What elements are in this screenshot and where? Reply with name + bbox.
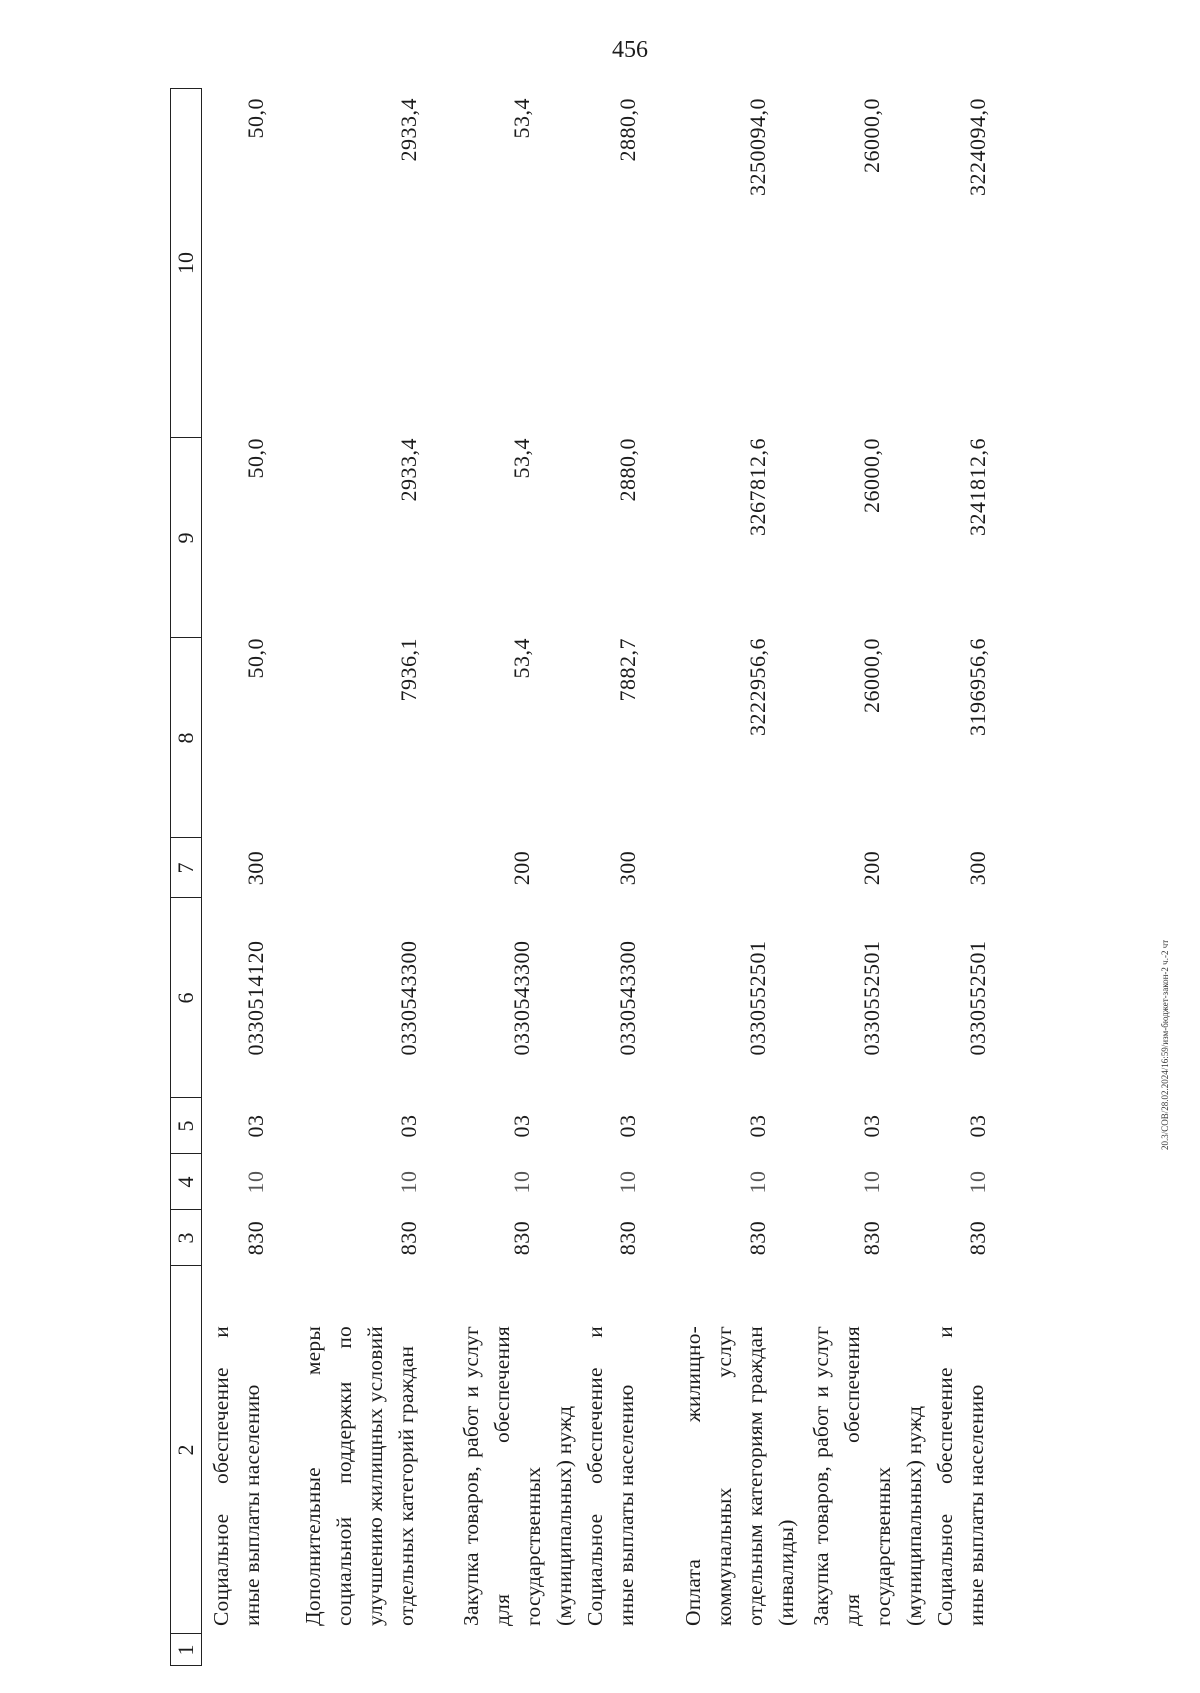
- cell-col3: 830: [243, 1220, 268, 1256]
- cell-col5: 03: [509, 1114, 534, 1138]
- cell-col3: 830: [396, 1220, 421, 1256]
- cell-col6: 0330552501: [965, 940, 990, 1056]
- column-header: 9: [173, 532, 198, 544]
- cell-col5: 03: [615, 1114, 640, 1138]
- cell-col3: 830: [745, 1220, 770, 1256]
- cell-col10: 2880,0: [615, 98, 640, 162]
- row-description: Закупка товаров, работ и услуг для обеспечения государственных (муниципальных) нужд: [809, 1326, 926, 1626]
- table-row: [580, 88, 650, 1666]
- cell-col5: 03: [396, 1114, 421, 1138]
- cell-col5: 03: [965, 1114, 990, 1138]
- column-header: 5: [173, 1120, 198, 1132]
- row-description: Социальное обеспечение и иные выплаты населению: [209, 1326, 264, 1626]
- page-number: 456: [612, 37, 648, 63]
- table-row: [930, 88, 1000, 1666]
- column-header: 6: [173, 992, 198, 1004]
- cell-col5: 03: [859, 1114, 884, 1138]
- cell-col10: 50,0: [243, 98, 268, 139]
- cell-col10: 53,4: [509, 98, 534, 139]
- cell-col7: 200: [859, 850, 884, 886]
- column-header: 3: [173, 1232, 198, 1244]
- cell-col3: 830: [965, 1220, 990, 1256]
- cell-col3: 830: [859, 1220, 884, 1256]
- cell-col3: 830: [615, 1220, 640, 1256]
- cell-col8: 7936,1: [396, 638, 421, 702]
- cell-col10: 3224094,0: [965, 98, 990, 196]
- cell-col4: 10: [615, 1170, 640, 1194]
- cell-col10: 3250094,0: [745, 98, 770, 196]
- cell-col10: 2933,4: [396, 98, 421, 162]
- table-header: [170, 88, 202, 1666]
- cell-col10: 26000,0: [859, 98, 884, 173]
- table-row: [806, 88, 926, 1666]
- cell-col9: 50,0: [243, 438, 268, 479]
- footer-stamp: 20.3/СОВ/28.02.2024/16:59/изм-бюджет-закон-2 ч.-2 чт: [1160, 939, 1170, 1150]
- cell-col5: 03: [745, 1114, 770, 1138]
- column-header: 10: [173, 252, 198, 274]
- budget-table: [170, 88, 1185, 1666]
- row-description: Оплата жилищно-коммунальных услуг отдельным категориям граждан (инвалиды): [681, 1326, 798, 1626]
- cell-col9: 26000,0: [859, 438, 884, 513]
- table-row: [678, 88, 798, 1666]
- cell-col9: 2880,0: [615, 438, 640, 502]
- cell-col7: 300: [965, 850, 990, 886]
- column-header: 4: [173, 1176, 198, 1188]
- cell-col3: 830: [509, 1220, 534, 1256]
- cell-col6: 0330543300: [615, 940, 640, 1056]
- row-description: Социальное обеспечение и иные выплаты населению: [933, 1326, 988, 1626]
- cell-col4: 10: [965, 1170, 990, 1194]
- cell-col8: 26000,0: [859, 638, 884, 713]
- column-header: 2: [173, 1444, 198, 1456]
- table-row: [298, 88, 428, 1666]
- column-header: 7: [173, 862, 198, 874]
- cell-col6: 0330514120: [243, 940, 268, 1056]
- cell-col9: 3241812,6: [965, 438, 990, 536]
- cell-col8: 50,0: [243, 638, 268, 679]
- cell-col4: 10: [509, 1170, 534, 1194]
- column-header: 8: [173, 732, 198, 744]
- cell-col7: 300: [615, 850, 640, 886]
- cell-col6: 0330552501: [745, 940, 770, 1056]
- cell-col9: 2933,4: [396, 438, 421, 502]
- cell-col7: 300: [243, 850, 268, 886]
- table-row: [206, 88, 276, 1666]
- cell-col9: 53,4: [509, 438, 534, 479]
- cell-col5: 03: [243, 1114, 268, 1138]
- row-description: Дополнительные меры социальной поддержки по улучшению жилищных условий отдельных категорий граждан: [301, 1325, 418, 1626]
- cell-col8: 53,4: [509, 638, 534, 679]
- table-row: [456, 88, 576, 1666]
- cell-col8: 3222956,6: [745, 638, 770, 736]
- cell-col4: 10: [243, 1170, 268, 1194]
- cell-col4: 10: [396, 1170, 421, 1194]
- cell-col7: 200: [509, 850, 534, 886]
- cell-col8: 7882,7: [615, 638, 640, 702]
- row-description: Социальное обеспечение и иные выплаты населению: [583, 1326, 638, 1626]
- cell-col4: 10: [859, 1170, 884, 1194]
- cell-col6: 0330543300: [396, 940, 421, 1056]
- column-header: 1: [173, 1644, 198, 1656]
- cell-col8: 3196956,6: [965, 638, 990, 736]
- cell-col4: 10: [745, 1170, 770, 1194]
- cell-col9: 3267812,6: [745, 438, 770, 536]
- row-description: Закупка товаров, работ и услуг для обеспечения государственных (муниципальных) нужд: [459, 1326, 576, 1626]
- cell-col6: 0330543300: [509, 940, 534, 1056]
- cell-col6: 0330552501: [859, 940, 884, 1056]
